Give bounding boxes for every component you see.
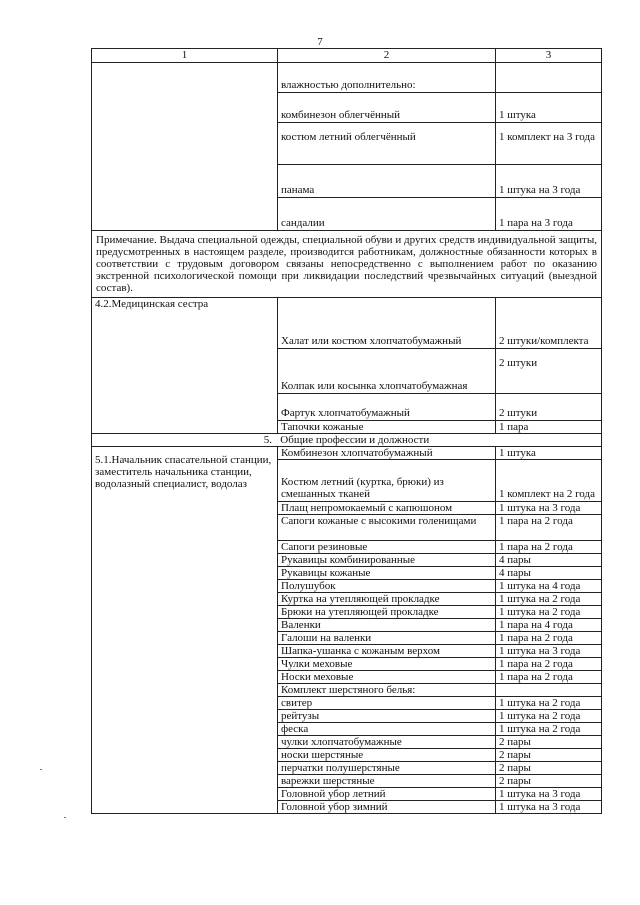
item-qty: 1 штука на 3 года (496, 645, 602, 658)
column-header: 3 (496, 49, 602, 63)
item-name: Куртка на утепляющей прокладке (278, 593, 496, 606)
page-number: 7 (317, 36, 323, 48)
item-name: свитер (278, 697, 496, 710)
item-qty: 1 пара на 2 года (496, 515, 602, 541)
item-qty: 1 штука на 3 года (496, 502, 602, 515)
item-qty: 1 пара на 2 года (496, 541, 602, 554)
item-name: чулки хлопчатобумажные (278, 736, 496, 749)
item-qty: 2 пары (496, 762, 602, 775)
item-qty (496, 63, 602, 93)
item-name: Рукавицы комбинированные (278, 554, 496, 567)
item-name: Комплект шерстяного белья: (278, 684, 496, 697)
item-name: Сапоги кожаные с высокими голенищами (278, 515, 496, 541)
item-name: Халат или костюм хлопчатобумажный (278, 298, 496, 349)
item-qty: 1 пара на 2 года (496, 632, 602, 645)
scan-speck (40, 769, 42, 770)
item-qty: 4 пары (496, 567, 602, 580)
rescue-items (92, 447, 602, 814)
item-name: Колпак или косынка хлопчатобумажная (278, 349, 496, 394)
item-qty: 1 комплект на 3 года (496, 123, 602, 165)
item-qty: 2 пары (496, 749, 602, 762)
item-qty (496, 684, 602, 697)
table-row (92, 63, 602, 93)
item-qty: 4 пары (496, 554, 602, 567)
item-qty: 1 комплект на 2 года (496, 460, 602, 502)
item-qty: 1 штука (496, 447, 602, 460)
job-title-rescue: 5.1.Начальник спасательной станции, заместитель начальника станции, водолазный специалист, водолаз (92, 447, 278, 814)
item-qty: 1 пара (496, 421, 602, 434)
item-name: варежки шерстяные (278, 775, 496, 788)
item-qty: 1 штука на 2 года (496, 710, 602, 723)
item-qty: 1 штука на 3 года (496, 788, 602, 801)
item-qty: 2 штуки/комплекта (496, 298, 602, 349)
item-qty: 2 штуки (496, 349, 602, 394)
item-name: Рукавицы кожаные (278, 567, 496, 580)
item-qty: 2 штуки (496, 394, 602, 421)
item-name: рейтузы (278, 710, 496, 723)
table-row (92, 298, 602, 349)
section-heading (92, 434, 602, 447)
item-name: Фартук хлопчатобумажный (278, 394, 496, 421)
item-qty: 1 штука на 2 года (496, 606, 602, 619)
table-row (92, 447, 602, 460)
item-name: Галоши на валенки (278, 632, 496, 645)
item-name: Головной убор летний (278, 788, 496, 801)
item-name: панама (278, 165, 496, 198)
job-title-nurse: 4.2.Медицинская сестра (92, 298, 278, 434)
item-name: Сапоги резиновые (278, 541, 496, 554)
item-qty: 2 пары (496, 775, 602, 788)
empty-job-cell (92, 63, 278, 231)
scan-speck (64, 817, 66, 818)
item-qty: 1 штука на 2 года (496, 723, 602, 736)
item-name: сандалии (278, 198, 496, 231)
item-qty: 1 штука на 4 года (496, 580, 602, 593)
item-name: феска (278, 723, 496, 736)
item-name: комбинезон облегчённый (278, 93, 496, 123)
item-qty: 1 пара на 4 года (496, 619, 602, 632)
item-name: Комбинезон хлопчатобумажный (278, 447, 496, 460)
note-text: Примечание. Выдача специальной одежды, специальной обуви и других средств индивидуальной защиты, предусмотренных в настоящем разделе, производится работникам, должностные обязанности которых в соответствии с трудовым договором связаны непосредственно с выполнением работ по оказанию экстренной психологической помощи при ликвидации последствий чрезвычайных ситуаций (выездной состав). (92, 231, 602, 298)
column-header: 1 (92, 49, 278, 63)
item-qty: 1 штука (496, 93, 602, 123)
item-qty: 2 пары (496, 736, 602, 749)
note-row (92, 231, 602, 298)
item-name: Тапочки кожаные (278, 421, 496, 434)
item-name: Плащ непромокаемый с капюшоном (278, 502, 496, 515)
item-name: Брюки на утепляющей прокладке (278, 606, 496, 619)
item-name: носки шерстяные (278, 749, 496, 762)
ppe-norms-table (91, 48, 602, 814)
item-name: Головной убор зимний (278, 801, 496, 814)
item-name: Костюм летний (куртка, брюки) из смешанных тканей (278, 460, 496, 502)
column-header-row (92, 49, 602, 63)
item-name: Носки меховые (278, 671, 496, 684)
section-title: Общие профессии и должности (280, 434, 430, 446)
item-name: влажностью дополнительно: (278, 63, 496, 93)
item-name: Валенки (278, 619, 496, 632)
item-qty: 1 пара на 2 года (496, 658, 602, 671)
item-name: Шапка-ушанка с кожаным верхом (278, 645, 496, 658)
item-qty: 1 пара на 3 года (496, 198, 602, 231)
column-header: 2 (278, 49, 496, 63)
item-qty: 1 штука на 2 года (496, 697, 602, 710)
item-name: Полушубок (278, 580, 496, 593)
item-name: Чулки меховые (278, 658, 496, 671)
item-qty: 1 штука на 3 года (496, 165, 602, 198)
section-heading-row (92, 434, 602, 447)
item-qty: 1 штука на 3 года (496, 801, 602, 814)
item-name: костюм летний облегчённый (278, 123, 496, 165)
item-name: перчатки полушерстяные (278, 762, 496, 775)
item-qty: 1 пара на 2 года (496, 671, 602, 684)
section-number: 5. (263, 434, 273, 446)
item-qty: 1 штука на 2 года (496, 593, 602, 606)
